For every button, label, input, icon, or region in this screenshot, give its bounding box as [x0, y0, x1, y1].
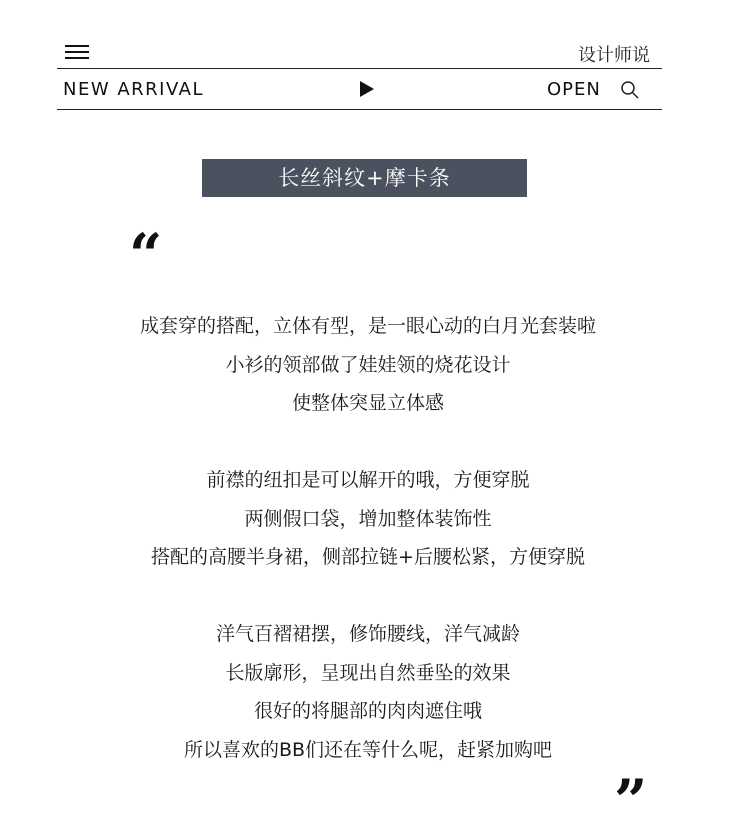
description-line: 成套穿的搭配，立体有型，是一眼心动的白月光套装啦	[139, 315, 596, 337]
new-arrival-link[interactable]: NEW ARRIVAL	[63, 79, 204, 100]
description-line: 搭配的高腰半身裙，侧部拉链+后腰松紧，方便穿脱	[151, 546, 585, 568]
description-line: 所以喜欢的BB们还在等什么呢，赶紧加购吧	[183, 738, 553, 761]
hamburger-menu-icon[interactable]	[65, 45, 89, 59]
top-bar	[57, 36, 662, 69]
description-paragraph-2	[0, 461, 736, 577]
nav-bar	[57, 69, 662, 110]
search-icon[interactable]	[620, 80, 640, 100]
description-line: 小衫的领部做了娃娃领的烧花设计	[225, 353, 511, 376]
description-line: 洋气百褶裙摆，修饰腰线，洋气减龄	[215, 623, 520, 645]
play-icon[interactable]	[360, 81, 374, 97]
close-quote-mark: ”	[614, 767, 648, 835]
description-line: 两侧假口袋，增加整体装饰性	[244, 507, 492, 530]
section-title-banner: 长丝斜纹+摩卡条	[202, 159, 527, 197]
description-line: 前襟的纽扣是可以解开的哦，方便穿脱	[206, 469, 530, 491]
description-line: 长版廓形，呈现出自然垂坠的效果	[225, 661, 511, 684]
designer-says-link[interactable]: 设计师说	[578, 45, 650, 66]
open-quote-mark: “	[129, 221, 163, 289]
description-line: 很好的将腿部的肉肉遮住哦	[253, 700, 482, 722]
description-paragraph-1	[0, 307, 736, 423]
open-link[interactable]: OPEN	[547, 79, 601, 100]
description-line: 使整体突显立体感	[291, 392, 444, 414]
description-paragraph-3	[0, 615, 736, 769]
